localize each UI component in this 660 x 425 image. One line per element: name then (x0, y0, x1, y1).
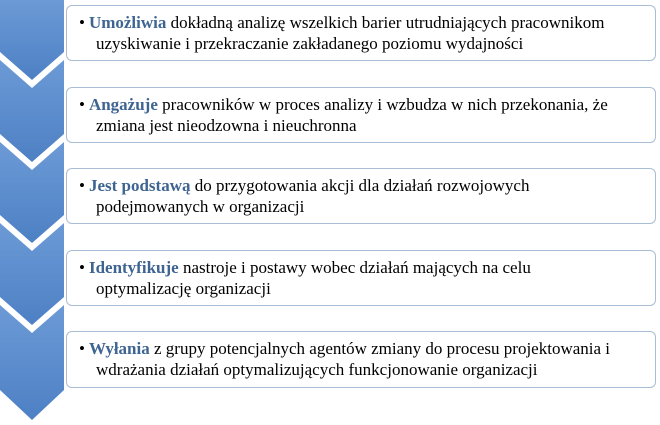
item-2-line-1 (79, 94, 645, 115)
item-1-line-1 (79, 12, 645, 33)
item-3-line-1 (79, 175, 645, 196)
item-box-5 (66, 331, 656, 388)
item-5-keyword: Wyłania (88, 339, 150, 358)
item-3-keyword: Jest podstawą (88, 176, 191, 195)
item-1-keyword: Umożliwia (88, 13, 167, 32)
item-1-text: dokładną analizę wszelkich barier utrudniających pracownikom (166, 13, 605, 32)
item-4-keyword: Identyfikuje (88, 258, 179, 277)
item-5-text: z grupy potencjalnych agentów zmiany do procesu projektowania i (149, 339, 611, 358)
item-box-2 (66, 87, 656, 143)
chevron-arrow-1 (0, 0, 64, 80)
item-3-line-2: podejmowanych w organizacji (96, 197, 305, 216)
chevron-column (0, 0, 70, 425)
item-box-4 (66, 250, 656, 306)
bullet-icon: • (79, 13, 85, 32)
item-2-keyword: Angażuje (88, 95, 158, 114)
bullet-icon: • (79, 95, 85, 114)
item-2-text: pracowników w proces analizy i wzbudza w nich przekonania, że (157, 95, 608, 114)
bullet-icon: • (79, 258, 85, 277)
item-4-text: nastroje i postawy wobec działań mających na celu (178, 258, 531, 277)
item-4-line-1 (79, 257, 645, 278)
bullet-icon: • (79, 176, 85, 195)
item-4-line-2: optymalizację organizacji (96, 279, 271, 298)
bullet-icon: • (79, 339, 85, 358)
item-box-1 (66, 5, 656, 61)
item-5-line-1 (79, 338, 645, 359)
item-5-line-2: wdrażania działań optymalizujących funkcjonowanie organizacji (96, 360, 538, 379)
item-1-line-2: uzyskiwanie i przekraczanie zakładanego poziomu wydajności (96, 34, 524, 53)
item-3-text: do przygotowania akcji dla działań rozwojowych (190, 176, 530, 195)
item-2-line-2: zmiana jest nieodzowna i nieuchronna (96, 116, 357, 135)
item-box-3 (66, 168, 656, 224)
